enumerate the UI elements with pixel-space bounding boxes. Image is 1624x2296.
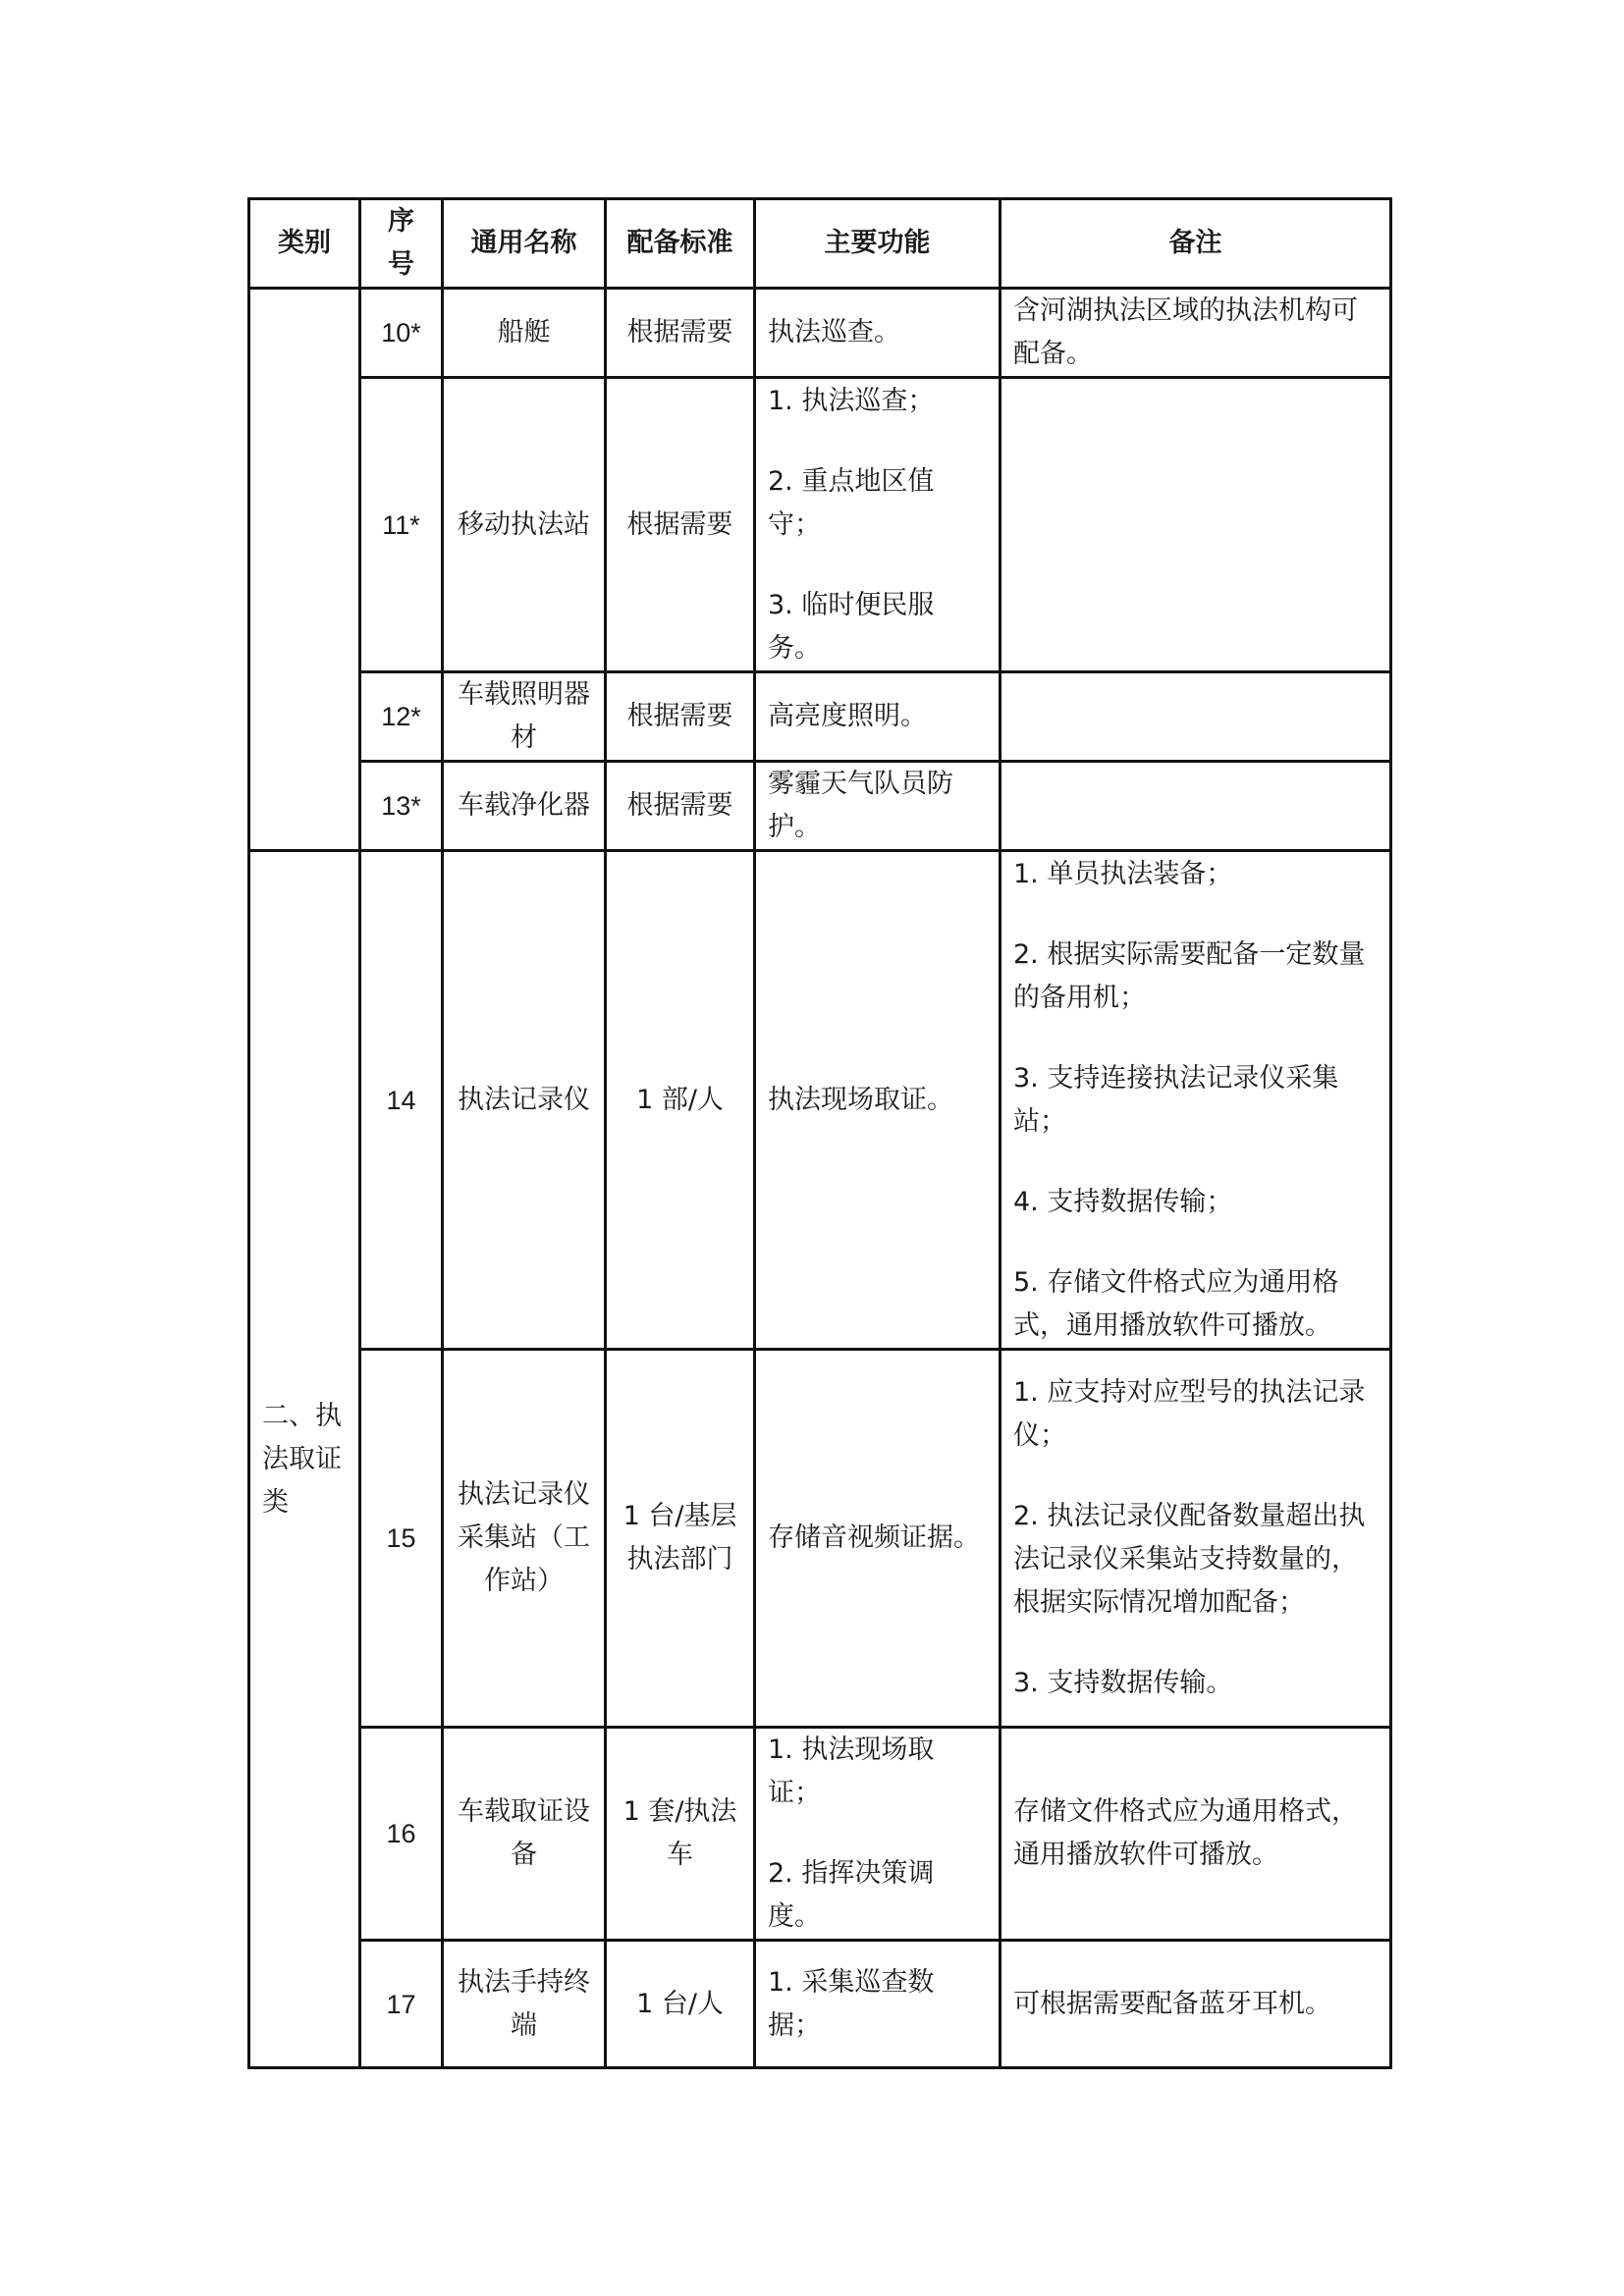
remark-line: 2. 执法记录仪配备数量超出执法记录仪采集站支持数量的，根据实际情况增加配备； [1013,1501,1366,1618]
remark-line: 1. 单员执法装备； [1013,858,1233,889]
equipment-table [247,197,1392,2069]
function-line: 执法现场取证。 [768,1084,953,1115]
row-serial: 11* [360,378,443,672]
remark-line: 5. 存储文件格式应为通用格式，通用播放软件可播放。 [1013,1266,1339,1341]
function-line: 雾霾天气队员防护。 [768,769,953,842]
category-label: 二、执法取证类 [262,1400,342,1518]
remark-line: 存储文件格式应为通用格式，通用播放软件可播放。 [1013,1796,1358,1870]
table-row [249,762,1391,851]
row-serial: 16 [360,1728,443,1941]
row-remarks [1001,1350,1391,1728]
row-serial: 14 [360,851,443,1350]
row-function [755,378,1001,672]
row-name: 车载净化器 [443,762,606,851]
row-remarks [1001,378,1391,672]
row-function [755,1728,1001,1941]
remark-line: 可根据需要配备蓝牙耳机。 [1013,1988,1331,2019]
category-cell-1 [249,289,360,851]
row-remarks [1001,289,1391,378]
header-function: 主要功能 [755,199,1001,289]
function-line: 1. 采集巡查数据； [768,1966,935,2041]
row-remarks [1001,672,1391,762]
function-line: 高亮度照明。 [768,701,927,731]
remark-line: 含河湖执法区域的执法机构可配备。 [1013,295,1358,369]
row-name: 车载照明器材 [443,672,606,762]
row-function [755,851,1001,1350]
table-row [249,378,1391,672]
header-remarks: 备注 [1001,199,1391,289]
row-name: 车载取证设备 [443,1728,606,1941]
table-row [249,1728,1391,1941]
table-row [249,1941,1391,2068]
remark-line: 3. 支持连接执法记录仪采集站； [1013,1062,1339,1137]
function-line: 存储音视频证据。 [768,1522,980,1553]
remark-line: 1. 应支持对应型号的执法记录仪； [1013,1377,1366,1451]
row-remarks [1001,762,1391,851]
function-line: 3. 临时便民服务。 [768,589,935,664]
row-name: 移动执法站 [443,378,606,672]
row-function [755,289,1001,378]
function-line: 2. 指挥决策调度。 [768,1858,935,1932]
function-line: 1. 执法巡查； [768,385,935,416]
header-category: 类别 [249,199,360,289]
row-function [755,762,1001,851]
row-serial: 12* [360,672,443,762]
remark-line: 3. 支持数据传输。 [1013,1668,1233,1698]
row-name: 船艇 [443,289,606,378]
row-remarks [1001,1728,1391,1941]
row-standard: 1 台/人 [606,1941,755,2068]
row-standard: 根据需要 [606,378,755,672]
row-name: 执法记录仪采集站（工作站） [443,1350,606,1728]
header-name: 通用名称 [443,199,606,289]
row-standard: 1 台/基层执法部门 [606,1350,755,1728]
row-serial: 10* [360,289,443,378]
table-row [249,851,1391,1350]
row-serial: 13* [360,762,443,851]
row-function [755,1941,1001,2068]
row-standard: 根据需要 [606,289,755,378]
table-header-row [249,199,1391,289]
table-row [249,1350,1391,1728]
row-serial: 15 [360,1350,443,1728]
remark-line: 2. 根据实际需要配备一定数量的备用机； [1013,938,1366,1013]
row-standard: 根据需要 [606,672,755,762]
row-standard: 1 套/执法车 [606,1728,755,1941]
function-line: 执法巡查。 [768,317,900,347]
row-serial: 17 [360,1941,443,2068]
category-cell-2 [249,851,360,2068]
row-standard: 1 部/人 [606,851,755,1350]
row-function [755,1350,1001,1728]
row-remarks [1001,851,1391,1350]
row-standard: 根据需要 [606,762,755,851]
table-row [249,289,1391,378]
header-serial: 序号 [360,199,443,289]
remark-line: 4. 支持数据传输； [1013,1186,1233,1217]
function-line: 2. 重点地区值守； [768,465,935,540]
row-function [755,672,1001,762]
header-standard: 配备标准 [606,199,755,289]
row-remarks [1001,1941,1391,2068]
function-line: 1. 执法现场取证； [768,1735,935,1808]
row-name: 执法记录仪 [443,851,606,1350]
table-row [249,672,1391,762]
row-name: 执法手持终端 [443,1941,606,2068]
